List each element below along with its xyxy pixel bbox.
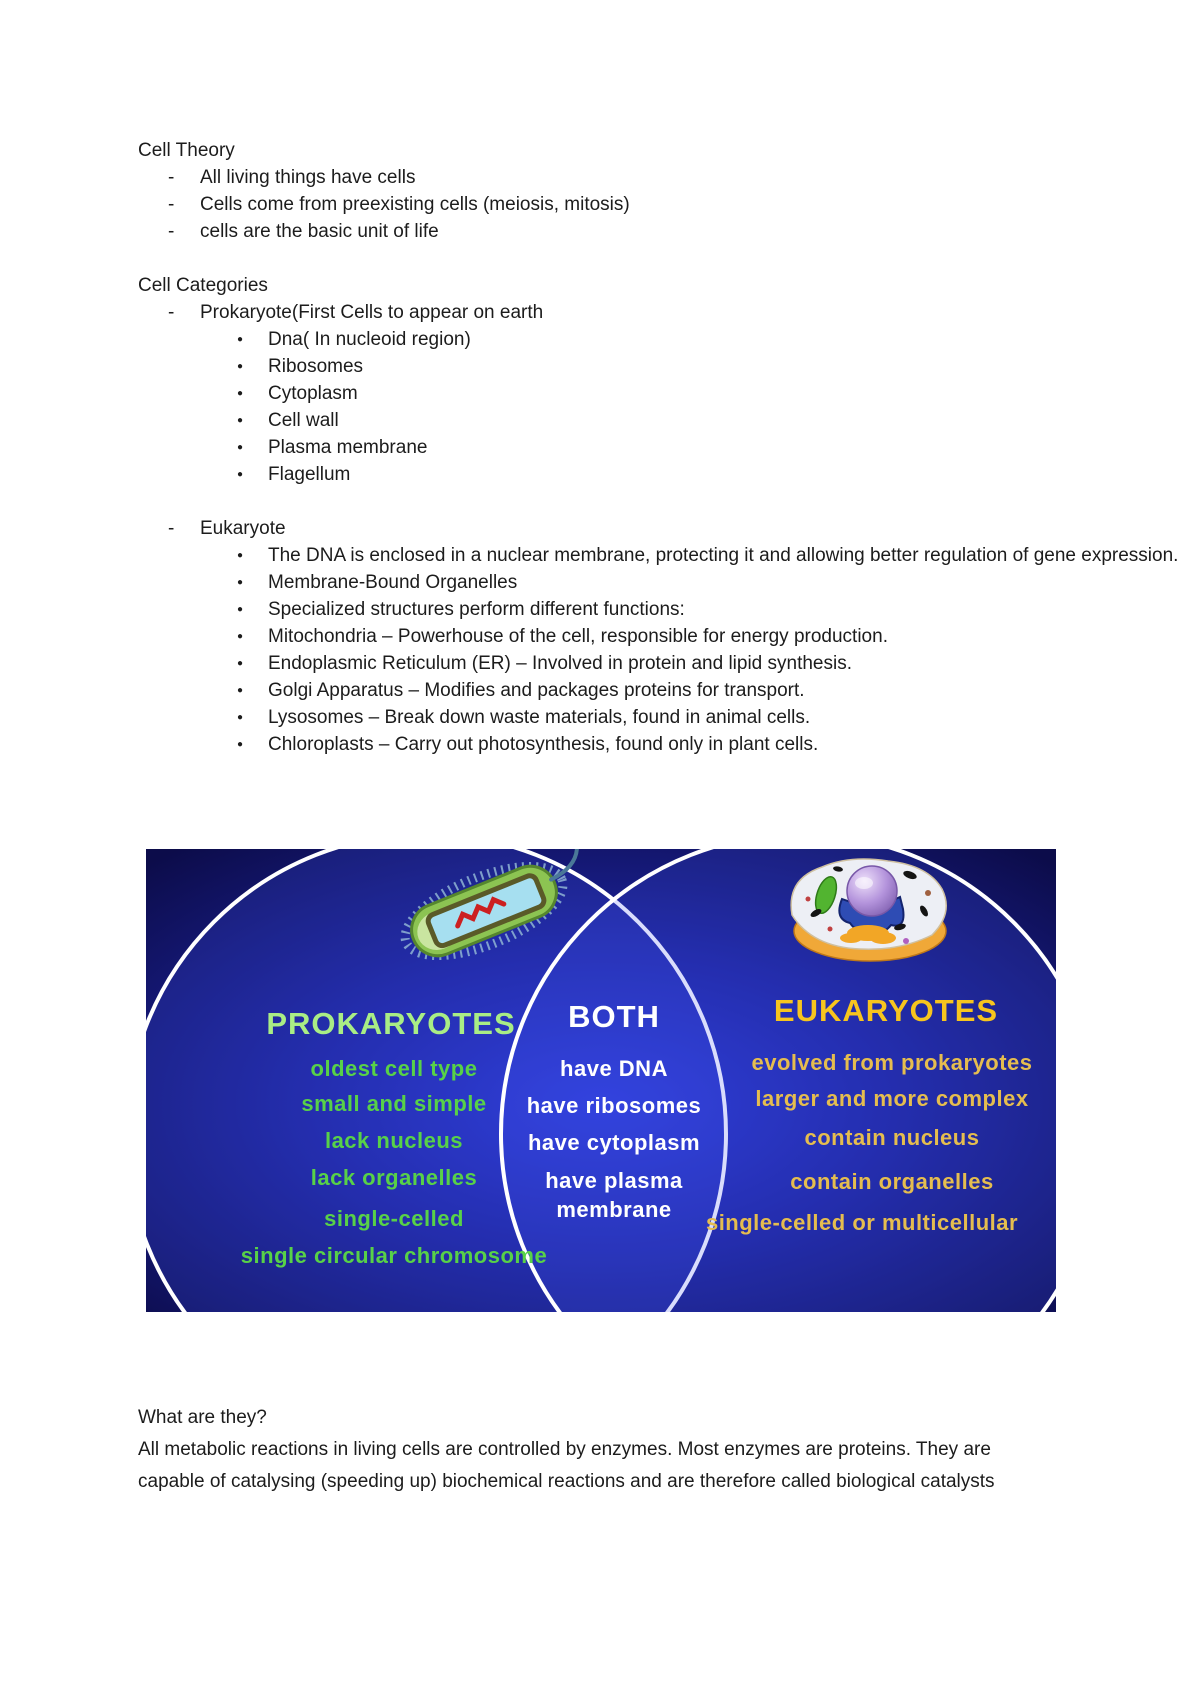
list-item-text: Specialized structures perform different functions: bbox=[268, 599, 685, 620]
list-item bbox=[138, 407, 1138, 434]
dot-bullet: ● bbox=[237, 415, 244, 426]
list-item-text: Flagellum bbox=[268, 464, 351, 485]
list-item-text: Plasma membrane bbox=[268, 437, 428, 458]
list-item bbox=[138, 515, 1138, 542]
list-item bbox=[138, 299, 1138, 326]
dash-bullet: - bbox=[168, 302, 175, 323]
list-item bbox=[138, 542, 1179, 569]
list-item bbox=[138, 164, 1138, 191]
venn-item: contain nucleus bbox=[804, 1125, 980, 1150]
dot-bullet: ● bbox=[237, 469, 244, 480]
dash-bullet: - bbox=[168, 518, 175, 539]
list-item-text: Mitochondria – Powerhouse of the cell, responsible for energy production. bbox=[268, 626, 888, 647]
list-item-text: Chloroplasts – Carry out photosynthesis, found only in plant cells. bbox=[268, 734, 819, 755]
list-item bbox=[138, 380, 1138, 407]
list-item bbox=[138, 434, 1138, 461]
venn-item: have plasma bbox=[545, 1168, 683, 1193]
dash-bullet: - bbox=[168, 167, 175, 188]
prokaryote-eukaryote-venn-diagram bbox=[146, 849, 1056, 1312]
list-item bbox=[138, 623, 1138, 650]
notes-text-block bbox=[138, 137, 1179, 758]
list-item bbox=[138, 569, 1138, 596]
list-item bbox=[138, 677, 1138, 704]
cell-categories-heading: Cell Categories bbox=[138, 275, 268, 296]
list-item bbox=[138, 191, 1138, 218]
list-item-text: Golgi Apparatus – Modifies and packages proteins for transport. bbox=[268, 680, 805, 701]
venn-item: single-celled or multicellular bbox=[705, 1210, 1019, 1235]
list-item-text: Dna( In nucleoid region) bbox=[268, 329, 471, 350]
dot-bullet: ● bbox=[237, 685, 244, 696]
cell-theory-heading: Cell Theory bbox=[138, 140, 235, 161]
venn-item: have ribosomes bbox=[526, 1093, 702, 1118]
list-item bbox=[138, 650, 1138, 677]
venn-item: small and simple bbox=[301, 1091, 487, 1116]
list-item bbox=[138, 596, 1138, 623]
list-item-text: Endoplasmic Reticulum (ER) – Involved in protein and lipid synthesis. bbox=[268, 653, 852, 674]
dot-bullet: ● bbox=[237, 712, 244, 723]
dot-bullet: ● bbox=[237, 550, 244, 561]
venn-item: contain organelles bbox=[790, 1169, 994, 1194]
dash-bullet: - bbox=[168, 194, 175, 215]
list-item-text: Cell wall bbox=[268, 410, 339, 431]
enzymes-paragraph: All metabolic reactions in living cells are controlled by enzymes. Most enzymes are proteins. They are capable of catalysing (speeding up) biochemical reactions and are therefore called biological catalysts bbox=[138, 1439, 995, 1492]
eukaryotes-title: EUKARYOTES bbox=[773, 993, 999, 1028]
venn-item: lack nucleus bbox=[324, 1128, 464, 1153]
enzymes-heading: What are they? bbox=[138, 1407, 267, 1428]
enzymes-text-block bbox=[138, 1402, 1058, 1498]
dot-bullet: ● bbox=[237, 739, 244, 750]
venn-item: larger and more complex bbox=[755, 1086, 1029, 1111]
prokaryote-label: Prokaryote(First Cells to appear on earth bbox=[200, 302, 544, 323]
list-item-text: All living things have cells bbox=[200, 167, 416, 188]
list-item-text: Cytoplasm bbox=[268, 383, 358, 404]
list-item-text: Ribosomes bbox=[268, 356, 364, 377]
list-item bbox=[138, 218, 1138, 245]
dash-bullet: - bbox=[168, 221, 175, 242]
list-item-text: Cells come from preexisting cells (meiosis, mitosis) bbox=[200, 194, 630, 215]
list-item-text: Membrane-Bound Organelles bbox=[268, 572, 518, 593]
dot-bullet: ● bbox=[237, 604, 244, 615]
dot-bullet: ● bbox=[237, 334, 244, 345]
list-item bbox=[138, 353, 1138, 380]
venn-item: single-celled bbox=[324, 1206, 464, 1231]
list-item bbox=[138, 731, 1138, 758]
list-item bbox=[138, 704, 1138, 731]
eukaryote-label: Eukaryote bbox=[200, 518, 286, 539]
eukaryotic-cell-illustration bbox=[791, 859, 946, 961]
list-item-text: cells are the basic unit of life bbox=[200, 221, 439, 242]
dot-bullet: ● bbox=[237, 577, 244, 588]
prokaryotes-title: PROKARYOTES bbox=[266, 1006, 516, 1041]
dot-bullet: ● bbox=[237, 361, 244, 372]
venn-item: membrane bbox=[556, 1197, 672, 1222]
list-item bbox=[138, 461, 1138, 488]
list-item-text: Lysosomes – Break down waste materials, found in animal cells. bbox=[268, 707, 811, 728]
both-title: BOTH bbox=[568, 999, 660, 1034]
dot-bullet: ● bbox=[237, 388, 244, 399]
venn-item: oldest cell type bbox=[310, 1056, 478, 1081]
list-item-text: The DNA is enclosed in a nuclear membrane, protecting it and allowing better regulation of gene expression. bbox=[268, 545, 1179, 566]
dot-bullet: ● bbox=[237, 442, 244, 453]
venn-item: have cytoplasm bbox=[527, 1130, 701, 1155]
venn-item: have DNA bbox=[560, 1056, 668, 1081]
venn-item: lack organelles bbox=[310, 1165, 478, 1190]
list-item bbox=[138, 326, 1138, 353]
venn-item: evolved from prokaryotes bbox=[751, 1050, 1033, 1075]
dot-bullet: ● bbox=[237, 658, 244, 669]
venn-item: single circular chromosome bbox=[240, 1243, 548, 1268]
dot-bullet: ● bbox=[237, 631, 244, 642]
